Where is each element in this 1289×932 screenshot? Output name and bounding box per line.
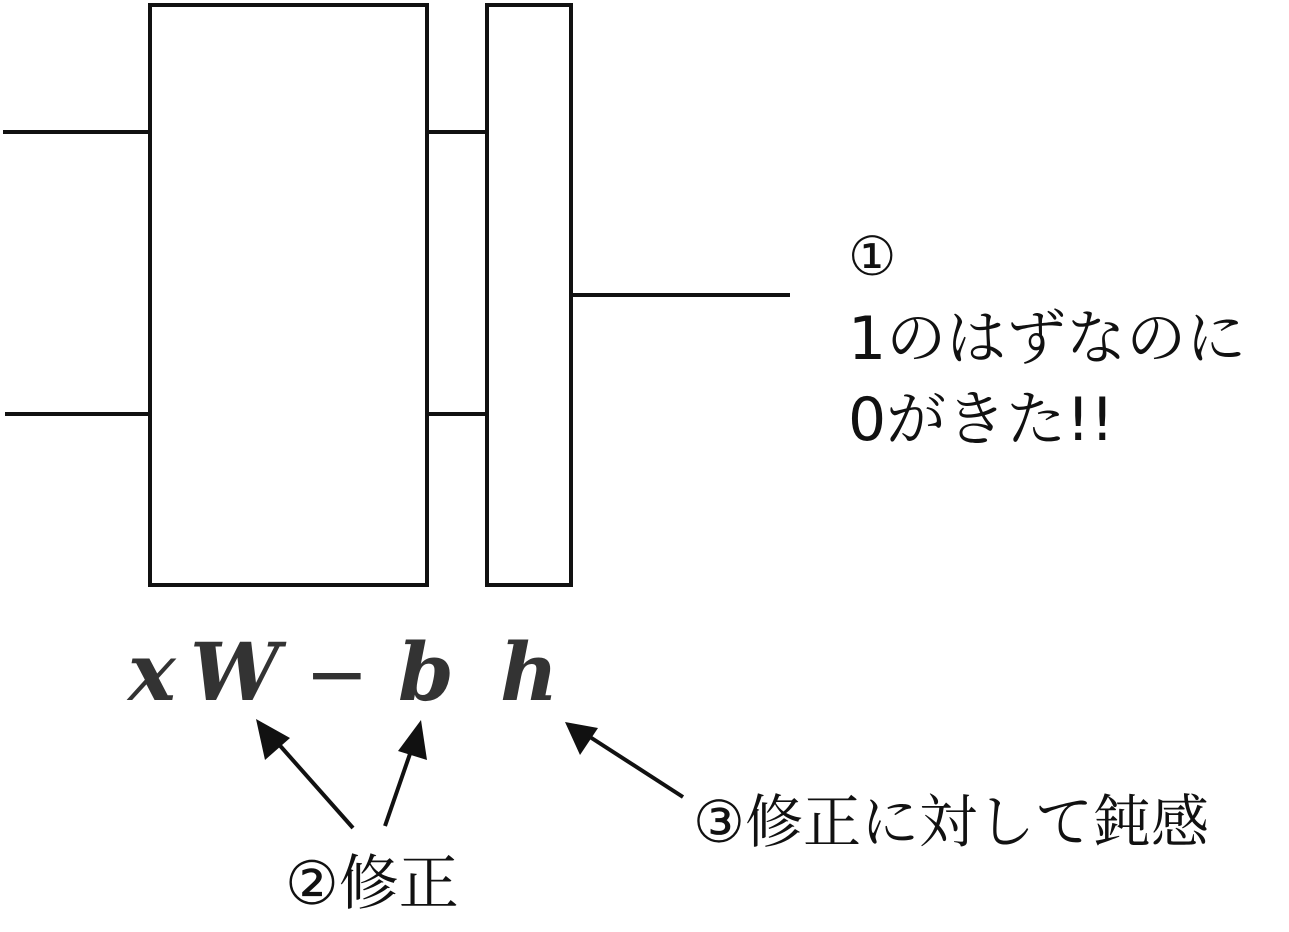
note1-marker: ① [848, 225, 897, 288]
note3-text: ③修正に対して鈍感 [693, 788, 1209, 856]
arrow-to-b [385, 720, 427, 826]
formula-h: h [500, 625, 559, 719]
formula-W: W [190, 625, 280, 719]
note1-line2: 0がきた!! [848, 385, 1115, 455]
formula-minus: − [305, 629, 369, 718]
note1-line1: 1のはずなのに [848, 304, 1247, 374]
note2-text: ②修正 [285, 849, 459, 919]
arrow-to-W [256, 719, 353, 828]
formula-b: b [398, 625, 454, 719]
arrow-to-h [565, 722, 683, 797]
formula-x: x [128, 625, 176, 719]
activation-box [487, 5, 571, 585]
linear-box [150, 5, 427, 585]
